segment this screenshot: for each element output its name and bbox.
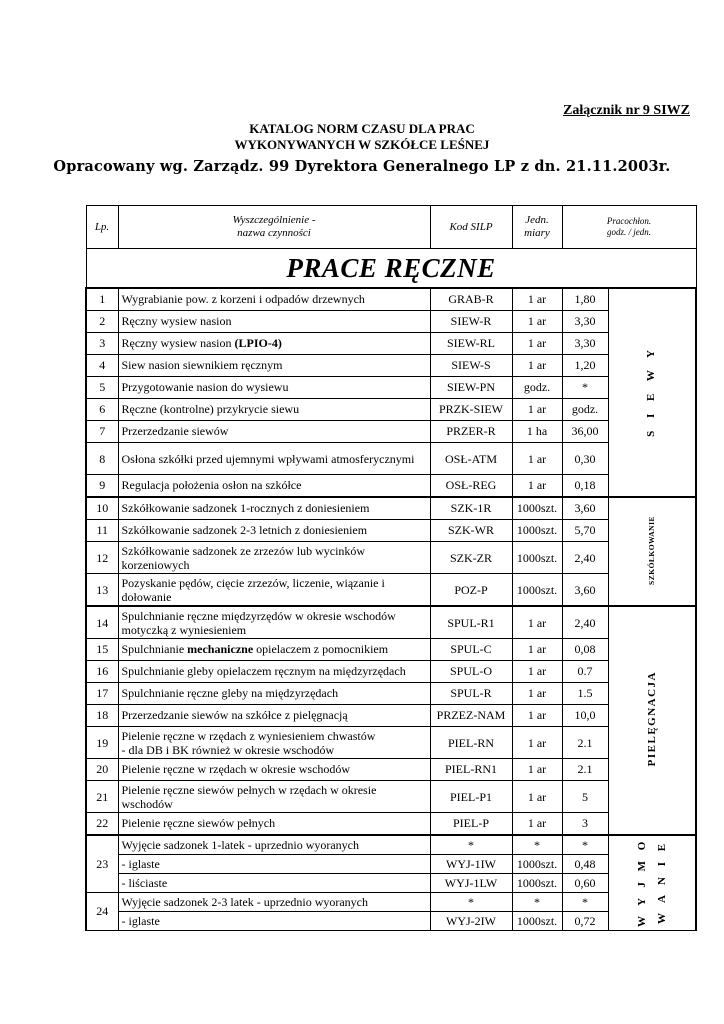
group-wyjmowanie: W Y J M O W A N I E <box>608 835 696 931</box>
table-row: 21 Pielenie ręczne siewów pełnych w rzędach w okresie wschodów PIEL-P1 1 ar 5 <box>86 781 696 813</box>
table-row: 8 Osłona szkółki przed ujemnymi wpływami atmosferycznymi OSŁ-ATM 1 ar 0,30 <box>86 443 696 475</box>
table-row: 23 Wyjęcie sadzonek 1-latek - uprzednio wyoranych * * * W Y J M O W A N I E <box>86 835 696 855</box>
table-row: 11 Szkółkowanie sadzonek 2-3 letnich z doniesieniem SZK-WR 1000szt. 5,70 <box>86 520 696 542</box>
table-row: 6 Ręczne (kontrolne) przykrycie siewu PRZK-SIEW 1 ar godz. <box>86 399 696 421</box>
group-siewy: S I E W Y <box>608 288 696 497</box>
table-row: - liściaste WYJ-1LW 1000szt. 0,60 <box>86 874 696 893</box>
table-row: 18 Przerzedzanie siewów na szkółce z pielęgnacją PRZEZ-NAM 1 ar 10,0 <box>86 705 696 727</box>
table-row: - iglaste WYJ-1IW 1000szt. 0,48 <box>86 855 696 874</box>
table-row: 15 Spulchnianie mechaniczne opielaczem z pomocnikiem SPUL-C 1 ar 0,08 <box>86 639 696 661</box>
table-row: 1 Wygrabianie pow. z korzeni i odpadów drzewnych GRAB-R 1 ar 1,80 S I E W Y <box>86 288 696 311</box>
table-row: 10 Szkółkowanie sadzonek 1-rocznych z doniesieniem SZK-1R 1000szt. 3,60 SZKÓŁKOWANIE <box>86 497 696 520</box>
table-row: 14 Spulchnianie ręczne międzyrzędów w okresie wschodów motyczką z wyniesieniem SPUL-R1 1 ar 2,40 PIELĘGNACJA <box>86 606 696 639</box>
col-name-header: Wyszczególnienie - nazwa czynności <box>118 206 430 249</box>
table-row: 13 Pozyskanie pędów, cięcie zrzezów, liczenie, wiązanie i dołowanie POZ-P 1000szt. 3,60 <box>86 574 696 607</box>
table-row: 2 Ręczny wysiew nasion SIEW-R 1 ar 3,30 <box>86 311 696 333</box>
annex-label: Załącznik nr 9 SIWZ <box>563 103 690 118</box>
table-row: 20 Pielenie ręczne w rzędach w okresie wschodów PIEL-RN1 1 ar 2.1 <box>86 759 696 781</box>
title-line-1: KATALOG NORM CZASU DLA PRAC <box>249 121 475 136</box>
table-header <box>86 206 696 249</box>
section-title: PRACE RĘCZNE <box>86 249 696 289</box>
table-row: 19 Pielenie ręczne w rzędach z wyniesieniem chwastów - dla DB i BK również w okresie wschodów PIEL-RN 1 ar 2.1 <box>86 727 696 759</box>
table-row: 16 Spulchnianie gleby opielaczem ręcznym na międzyrzędach SPUL-O 1 ar 0.7 <box>86 661 696 683</box>
group-szkolkowanie: SZKÓŁKOWANIE <box>608 497 696 606</box>
table-row: 7 Przerzedzanie siewów PRZER-R 1 ha 36,00 <box>86 421 696 443</box>
table-row: 3 Ręczny wysiew nasion (LPIO-4) SIEW-RL 1 ar 3,30 <box>86 333 696 355</box>
section-title-row <box>86 249 696 289</box>
col-lp-header: Lp. <box>86 206 118 249</box>
norms-table <box>85 205 697 931</box>
col-labor-header: Pracochłon. godz. / jedn. <box>562 206 696 249</box>
title-line-2: WYKONYWANYCH W SZKÓŁCE LEŚNEJ <box>234 137 490 152</box>
table-row: - iglaste WYJ-2IW 1000szt. 0,72 <box>86 912 696 931</box>
table-row: 22 Pielenie ręczne siewów pełnych PIEL-P 1 ar 3 <box>86 813 696 836</box>
table-row: 24 Wyjęcie sadzonek 2-3 latek - uprzednio wyoranych * * * <box>86 893 696 912</box>
group-pielegnacja: PIELĘGNACJA <box>608 606 696 835</box>
table-row: 12 Szkółkowanie sadzonek ze zrzezów lub wycinków korzeniowych SZK-ZR 1000szt. 2,40 <box>86 542 696 574</box>
subtitle: Opracowany wg. Zarządz. 99 Dyrektora Generalnego LP z dn. 21.11.2003r. <box>53 158 671 175</box>
col-code-header: Kod SILP <box>430 206 512 249</box>
table-row: 9 Regulacja położenia osłon na szkółce OSŁ-REG 1 ar 0,18 <box>86 475 696 498</box>
table-row: 17 Spulchnianie ręczne gleby na międzyrzędach SPUL-R 1 ar 1.5 <box>86 683 696 705</box>
table-row: 4 Siew nasion siewnikiem ręcznym SIEW-S 1 ar 1,20 <box>86 355 696 377</box>
table-row: 5 Przygotowanie nasion do wysiewu SIEW-PN godz. * <box>86 377 696 399</box>
col-unit-header: Jedn. miary <box>512 206 562 249</box>
